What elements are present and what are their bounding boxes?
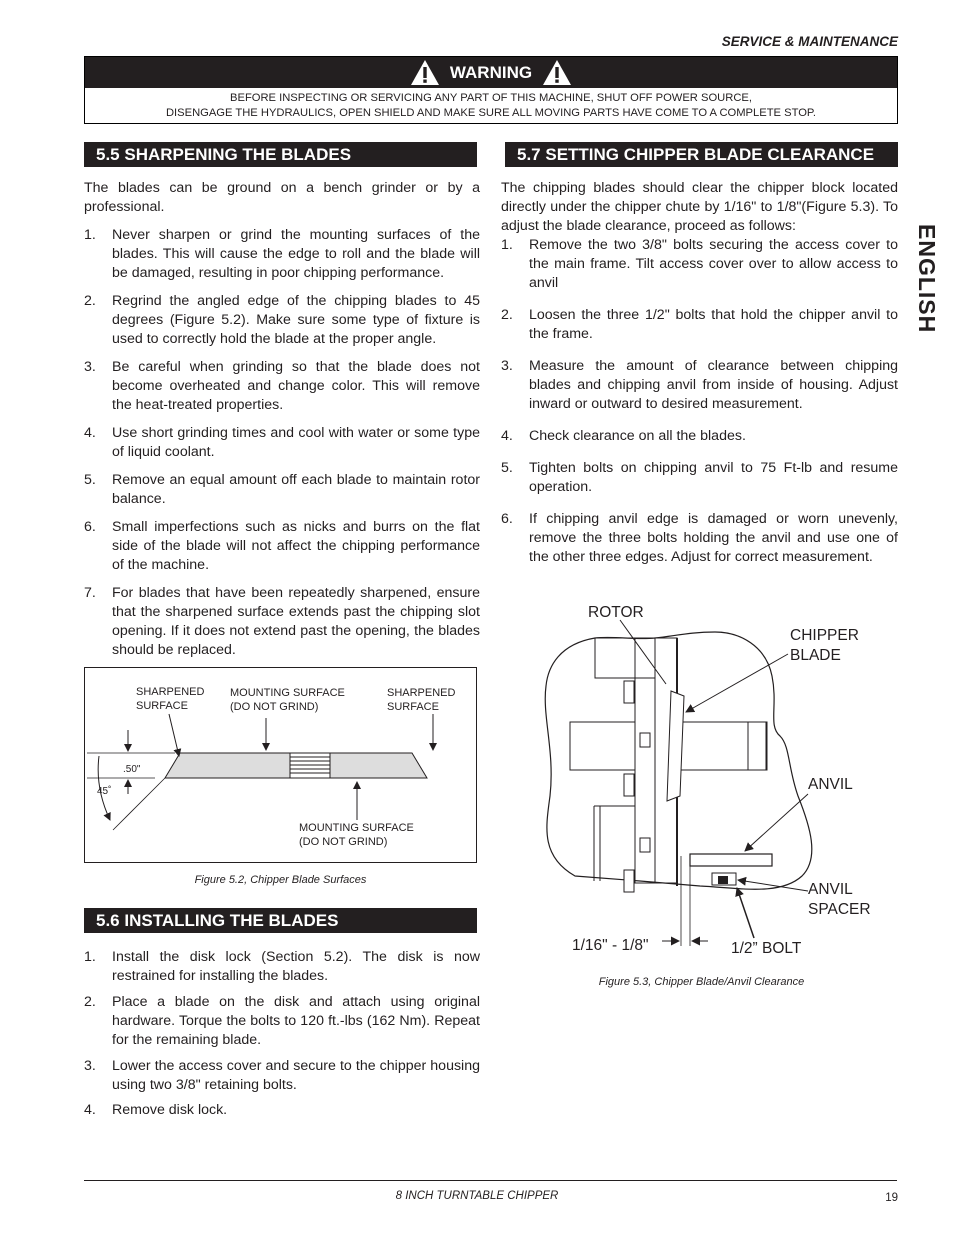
section-5-5-intro: The blades can be ground on a bench grinder or by a professional. bbox=[84, 180, 480, 215]
language-tab: ENGLISH bbox=[914, 224, 940, 334]
blade-anvil-clearance-diagram bbox=[540, 596, 870, 958]
label-chipper-2: BLADE bbox=[790, 647, 841, 664]
section-5-7-intro: The chipping blades should clear the chipper block located directly under the chipper chute by 1/16" to 1/8"(Figure 5.3). To adjust the blade clearance, proceed as follows: bbox=[501, 180, 898, 234]
list-item bbox=[84, 584, 480, 660]
anvil bbox=[690, 854, 772, 866]
list-item-number: 1. bbox=[84, 949, 96, 965]
list-item-text: Place a blade on the disk and attach using original hardware. Torque the bolts to 120 ft.-lbs (162 Nm). Repeat for the remaining blade. bbox=[112, 994, 480, 1048]
list-item bbox=[84, 1057, 480, 1095]
running-header: SERVICE & MAINTENANCE bbox=[721, 34, 898, 49]
list-item bbox=[84, 424, 480, 462]
list-item-number: 6. bbox=[501, 511, 513, 527]
label-gap: 1/16" - 1/8" bbox=[572, 937, 649, 954]
list-item bbox=[501, 459, 898, 497]
section-5-7-heading: 5.7 SETTING CHIPPER BLADE CLEARANCE bbox=[505, 142, 898, 167]
section-5-6-steps bbox=[84, 948, 480, 1120]
warning-title-bar bbox=[85, 57, 897, 88]
list-item-number: 3. bbox=[84, 359, 96, 375]
bolts bbox=[624, 681, 650, 892]
label-sharpened-right-2: SURFACE bbox=[387, 701, 439, 713]
warning-box bbox=[84, 56, 898, 124]
list-item bbox=[501, 427, 898, 446]
list-item bbox=[84, 358, 480, 415]
list-item-number: 2. bbox=[84, 293, 96, 309]
bolt-leader bbox=[737, 888, 754, 938]
blade-surfaces-diagram bbox=[85, 668, 478, 864]
list-item-number: 3. bbox=[501, 358, 513, 374]
list-item-number: 4. bbox=[84, 425, 96, 441]
warning-triangle-icon bbox=[542, 59, 572, 86]
label-mount-top-1: MOUNTING SURFACE bbox=[230, 687, 345, 699]
page-number: 19 bbox=[885, 1192, 898, 1204]
list-item-number: 3. bbox=[84, 1058, 96, 1074]
footer-title: 8 INCH TURNTABLE CHIPPER bbox=[395, 1190, 559, 1202]
label-anvil-spacer-2: SPACER bbox=[808, 901, 870, 918]
list-item bbox=[84, 1101, 480, 1120]
list-item bbox=[84, 993, 480, 1050]
label-angle: 45˚ bbox=[97, 786, 112, 797]
rotor-leader bbox=[620, 620, 666, 684]
list-item-text: Check clearance on all the blades. bbox=[529, 428, 746, 444]
list-item-text: Remove the two 3/8" bolts securing the access cover to the main frame. Tilt access cover over to allow access to anvil bbox=[529, 237, 898, 291]
list-item-number: 1. bbox=[501, 237, 513, 253]
label-anvil: ANVIL bbox=[808, 776, 853, 793]
list-item-number: 4. bbox=[501, 428, 513, 444]
figure-5-2-caption: Figure 5.2, Chipper Blade Surfaces bbox=[194, 874, 367, 886]
label-rotor: ROTOR bbox=[588, 604, 644, 621]
list-item-text: For blades that have been repeatedly sharpened, ensure that the sharpened surface extends past the chipping slot opening. If it does not extend past the opening, the blades should be replaced. bbox=[112, 585, 480, 658]
list-item-number: 2. bbox=[501, 307, 513, 323]
anvil-bolt-head bbox=[718, 876, 728, 884]
list-item-number: 2. bbox=[84, 994, 96, 1010]
label-chipper-1: CHIPPER bbox=[790, 627, 859, 644]
footer-rule bbox=[84, 1180, 897, 1181]
list-item bbox=[501, 510, 898, 567]
label-mount-bot-2: (DO NOT GRIND) bbox=[299, 836, 388, 848]
label-dimension: .50" bbox=[123, 764, 141, 775]
warning-line-2: DISENGAGE THE HYDRAULICS, OPEN SHIELD AND MAKE SURE ALL MOVING PARTS HAVE COME TO A COMPLETE STOP. bbox=[165, 107, 817, 119]
list-item-text: Loosen the three 1/2" bolts that hold the chipper anvil to the frame. bbox=[529, 307, 898, 342]
list-item-number: 4. bbox=[84, 1102, 96, 1118]
list-item-text: Regrind the angled edge of the chipping blades to 45 degrees (Figure 5.2). Make sure some type of fixture is used to correctly hold the blade at the proper angle. bbox=[112, 293, 480, 347]
warning-triangle-icon bbox=[410, 59, 440, 86]
section-5-5-body bbox=[84, 179, 480, 660]
list-item-text: Small imperfections such as nicks and burrs on the flat side of the blade will not affect the chipping performance of the machine. bbox=[112, 519, 480, 573]
list-item bbox=[84, 292, 480, 349]
warning-text bbox=[85, 91, 897, 121]
list-item-number: 5. bbox=[84, 472, 96, 488]
warning-title: WARNING bbox=[449, 62, 533, 82]
section-5-7-body bbox=[501, 179, 898, 567]
figure-5-2 bbox=[84, 667, 477, 863]
label-mount-top-2: (DO NOT GRIND) bbox=[230, 701, 319, 713]
list-item bbox=[501, 306, 898, 344]
label-mount-bot-1: MOUNTING SURFACE bbox=[299, 822, 414, 834]
list-item-number: 6. bbox=[84, 519, 96, 535]
list-item bbox=[501, 357, 898, 414]
list-item bbox=[84, 518, 480, 575]
section-5-6-heading: 5.6 INSTALLING THE BLADES bbox=[84, 908, 477, 933]
list-item-number: 1. bbox=[84, 227, 96, 243]
list-item-text: Use short grinding times and cool with water or some type of liquid coolant. bbox=[112, 425, 480, 460]
rotor-hub bbox=[595, 638, 655, 678]
section-5-5-steps bbox=[84, 226, 480, 660]
list-item-text: Install the disk lock (Section 5.2). The disk is now restrained for installing the blades. bbox=[112, 949, 480, 984]
list-item bbox=[501, 236, 898, 293]
list-item-text: Never sharpen or grind the mounting surfaces of the blades. This will cause the edge to roll and the blade will be damaged, resulting in poor chipping performance. bbox=[112, 227, 480, 281]
warning-line-1: BEFORE INSPECTING OR SERVICING ANY PART OF THIS MACHINE, SHUT OFF POWER SOURCE, bbox=[230, 92, 752, 104]
list-item-text: Lower the access cover and secure to the chipper housing using two 3/8" retaining bolts. bbox=[112, 1058, 480, 1093]
section-5-5-heading: 5.5 SHARPENING THE BLADES bbox=[84, 142, 477, 167]
list-item-text: Measure the amount of clearance between chipping blades and chipping anvil from inside of housing. Adjust inward or outward to desired measurement. bbox=[529, 358, 898, 412]
label-sharpened-left-1: SHARPENED bbox=[136, 686, 205, 698]
frame-left bbox=[570, 722, 635, 770]
list-item bbox=[84, 948, 480, 986]
list-item-text: Be careful when grinding so that the blade does not become overheated and change color. This will remove the heat-treated properties. bbox=[112, 359, 480, 413]
chipper-blade bbox=[667, 691, 684, 801]
section-5-7-steps bbox=[501, 236, 898, 567]
label-bolt: 1/2” BOLT bbox=[731, 940, 802, 957]
list-item-number: 5. bbox=[501, 460, 513, 476]
list-item-text: Tighten bolts on chipping anvil to 75 Ft-lb and resume operation. bbox=[529, 460, 898, 495]
figure-5-3 bbox=[540, 596, 870, 958]
label-sharpened-right-1: SHARPENED bbox=[387, 687, 456, 699]
figure-5-3-caption: Figure 5.3, Chipper Blade/Anvil Clearance bbox=[598, 976, 805, 988]
list-item bbox=[84, 471, 480, 509]
list-item-text: Remove disk lock. bbox=[112, 1102, 228, 1118]
list-item bbox=[84, 226, 480, 283]
list-item-text: Remove an equal amount off each blade to maintain rotor balance. bbox=[112, 472, 480, 507]
label-sharpened-left-2: SURFACE bbox=[136, 700, 188, 712]
list-item-text: If chipping anvil edge is damaged or worn unevenly, remove the three bolts holding the anvil and use one of the other three edges. Adjust for correct measurement. bbox=[529, 511, 898, 565]
anvil-leader bbox=[745, 794, 808, 851]
section-5-6-body bbox=[84, 948, 480, 1120]
label-anvil-spacer-1: ANVIL bbox=[808, 881, 853, 898]
list-item-number: 7. bbox=[84, 585, 96, 601]
